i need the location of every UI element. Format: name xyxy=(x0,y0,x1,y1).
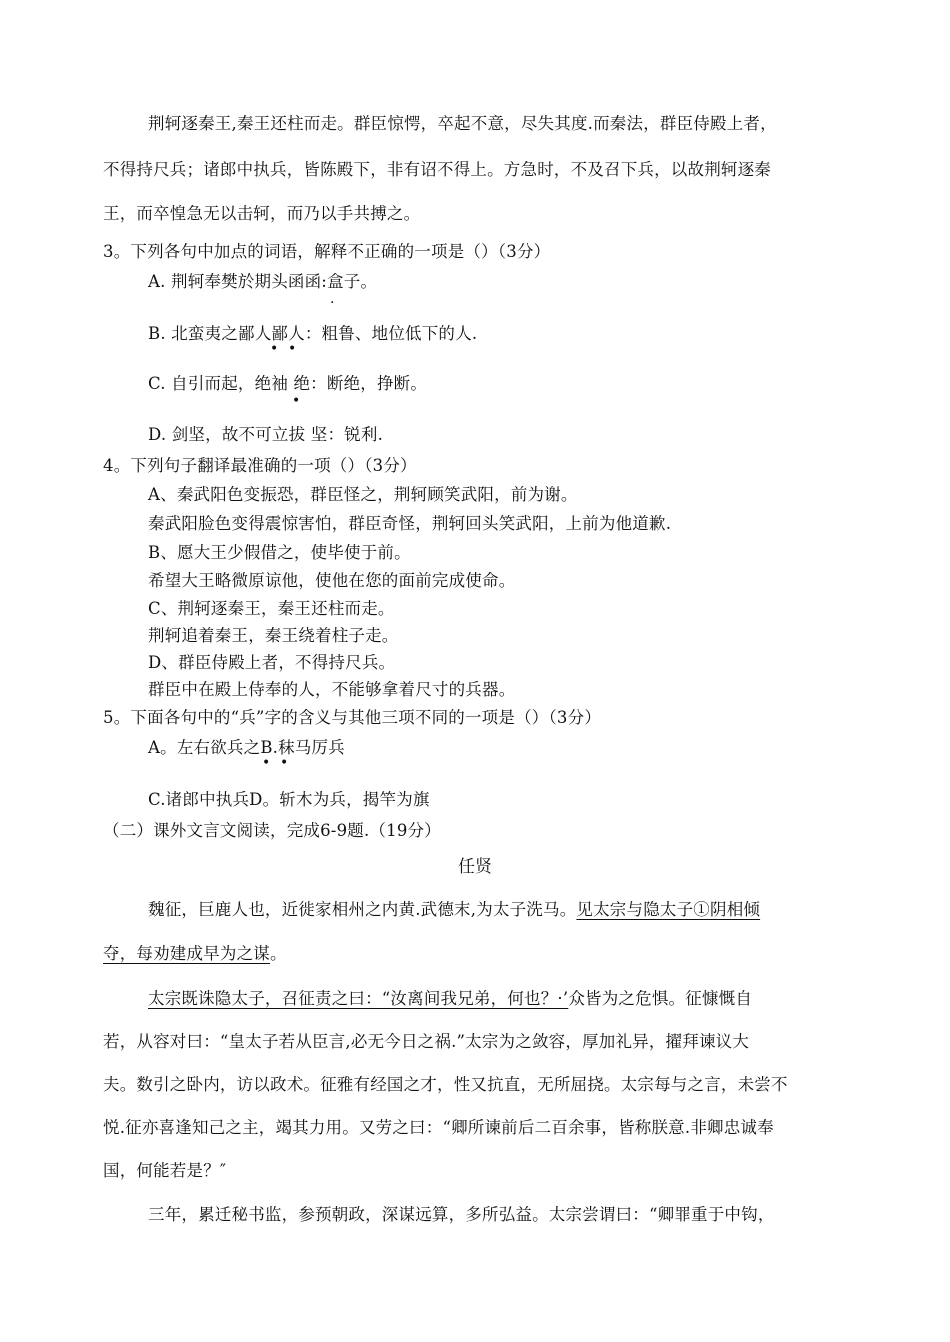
question-5-options-cd: C.诸郎中执兵D。斩木为兵，揭竿为旗 xyxy=(148,790,430,809)
question-4-option-b-translation: 希望大王略微原谅他，使他在您的面前完成使命。 xyxy=(148,571,516,590)
question-3-option-a: A. 荆轲奉樊於期头函函:盒子。 xyxy=(148,272,378,291)
question-4-stem: 4。下列句子翻译最准确的一项（）（3分） xyxy=(103,456,417,475)
essay-p2-line-5: 国，何能若是？″ xyxy=(103,1161,227,1180)
question-3-option-b: B. 北蛮夷之鄙人鄙人：粗鲁、地位低下的人. xyxy=(148,324,478,343)
essay-title: 任贤 xyxy=(458,857,492,877)
underlined-sentence: 夺，每劝建成早为之谋 xyxy=(103,944,270,963)
question-4-option-a-translation: 秦武阳脸色变得震惊害怕，群臣奇怪，荆轲回头笑武阳，上前为他道歉. xyxy=(148,514,672,533)
question-3-stem: 3。下列各句中加点的词语，解释不正确的一项是（）（3分） xyxy=(103,242,551,261)
passage-line-1: 荆轲逐秦王,秦王还柱而走。群臣惊愕，卒起不意，尽失其度.而秦法，群臣侍殿上者， xyxy=(148,114,777,133)
emphasis-dot: • xyxy=(262,755,271,771)
question-4-option-d-translation: 群臣中在殿上侍奉的人，不能够拿着尺寸的兵器。 xyxy=(148,680,516,699)
essay-p1-line-2: 夺，每劝建成早为之谋。 xyxy=(103,944,287,963)
essay-p2-line-4: 悦.征亦喜逢知己之主，竭其力用。又劳之曰：“卿所谏前后二百余事，皆称朕意.非卿忠诚奉 xyxy=(103,1118,774,1137)
emphasis-dot: • xyxy=(288,341,297,357)
question-3-option-c: C. 自引而起，绝袖 绝：断绝，挣断。 xyxy=(148,374,428,393)
underlined-sentence: 见太宗与隐太子①阴相倾 xyxy=(576,900,761,919)
essay-p2-line-1: 太宗既诛隐太子，召征责之曰：“汝离间我兄弟，何也？·’众皆为之危惧。征慷慨自 xyxy=(148,989,753,1008)
emphasis-dot: • xyxy=(280,755,289,771)
passage-line-3: 王，而卒惶急无以击轲，而乃以手共搏之。 xyxy=(103,204,421,223)
question-4-option-a: A、秦武阳色变振恐，群臣怪之，荆轲顾笑武阳，前为谢。 xyxy=(148,485,578,504)
essay-p2-line-2: 若，从容对曰：“皇太子若从臣言,必无今日之祸.”太宗为之敛容，厚加礼异，擢拜谏议大 xyxy=(103,1032,750,1051)
emphasis-dot: • xyxy=(270,341,279,357)
emphasis-dot: · xyxy=(330,295,335,311)
emphasis-dot: • xyxy=(292,393,301,409)
question-3-option-d: D. 剑坚，故不可立拔 坚：锐利. xyxy=(148,425,384,444)
question-4-option-d: D、群臣侍殿上者，不得持尺兵。 xyxy=(148,653,396,672)
essay-p3-line-1: 三年，累迁秘书监，参预朝政，深谋远算，多所弘益。太宗尝谓曰：“卿罪重于中钩， xyxy=(148,1205,775,1224)
underlined-sentence: 太宗既诛隐太子，召征责之曰：“汝离间我兄弟，何也？·’ xyxy=(148,989,569,1008)
question-5-stem: 5。下面各句中的“兵”字的含义与其他三项不同的一项是（）（3分） xyxy=(103,708,602,727)
question-4-option-b: B、愿大王少假借之，使毕使于前。 xyxy=(148,543,411,562)
passage-line-2: 不得持尺兵；诸郎中执兵，皆陈殿下，非有诏不得上。方急时，不及召下兵，以故荆轲逐秦 xyxy=(103,160,771,179)
section-2-header: （二）课外文言文阅读，完成6-9题.（19分） xyxy=(103,821,441,840)
essay-p1-line-1: 魏征，巨鹿人也，近徙家相州之内黄.武德末,为太子洗马。见太宗与隐太子①阴相倾 xyxy=(148,900,761,919)
question-5-options-ab: A。左右欲兵之B.秣马厉兵 xyxy=(148,738,345,757)
question-4-option-c-translation: 荆轲追着秦王，秦王绕着柱子走。 xyxy=(148,626,399,645)
essay-p2-line-3: 夫。数引之卧内，访以政术。征雅有经国之才，性又抗直，无所屈挠。太宗每与之言，未尝不 xyxy=(103,1075,788,1094)
question-4-option-c: C、荆轲逐秦王，秦王还柱而走。 xyxy=(148,599,395,618)
